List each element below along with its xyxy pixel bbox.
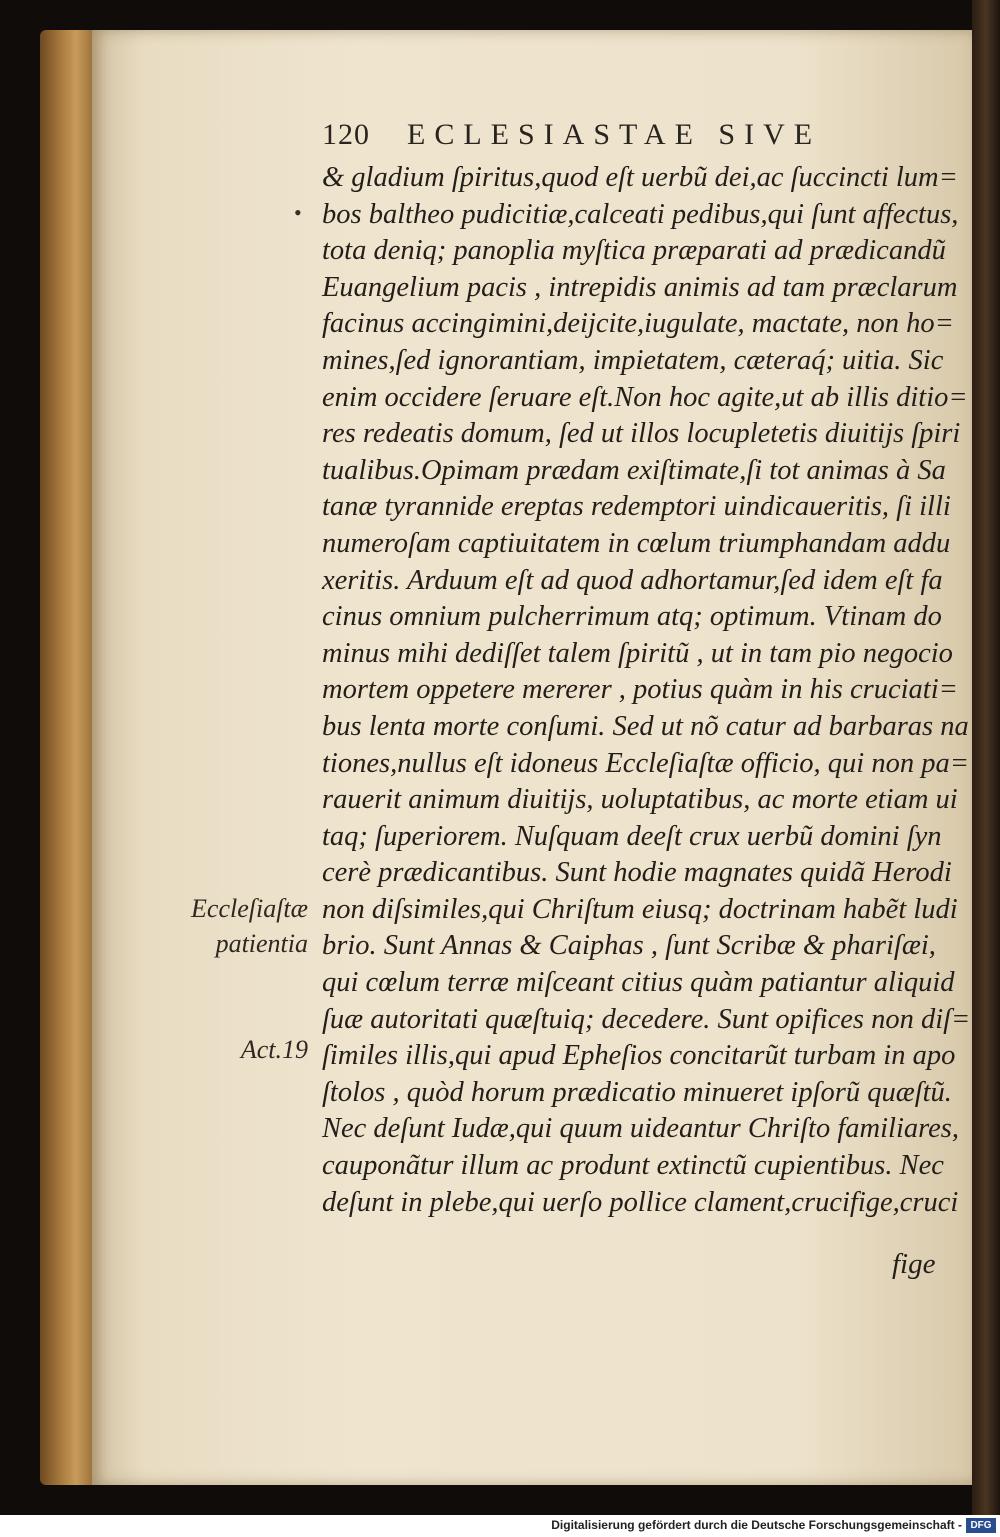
text-line: Nec deſunt Iudæ,qui quum uideantur Chriſto familiares, [322,1113,960,1145]
text-line: qui cœlum terræ miſceant citius quàm patiantur aliquid [322,967,955,999]
text-line: cauponãtur illum ac produnt extinctũ cupientibus. Nec [322,1150,944,1182]
book-binding [972,0,1000,1515]
text-line: & gladium ſpiritus,quod eſt uerbũ dei,ac ſuccincti lum= [322,162,958,193]
text-line: ſuæ autoritati quæſtuiq; decedere. Sunt opifices non diſ= [322,1003,971,1035]
page-edge [40,30,100,1485]
footer-credit: Digitalisierung gefördert durch die Deutsche Forschungsgemeinschaft - [551,1518,962,1532]
text-line: mortem oppetere mererer , potius quàm in his cruciati= [322,674,958,706]
text-line: cerè prædicantibus. Sunt hodie magnates quidã Herodi [322,857,952,889]
margin-mark: • [294,200,302,225]
text-line: bus lenta morte conſumi. Sed ut nõ catur ad barbaras na [322,710,969,742]
text-line: tota deniq; panoplia myſtica præparati ad prædicandũ [322,235,946,267]
text-line: facinus accingimini,deijcite,iugulate, mactate, non ho= [322,308,954,340]
text-line: brio. Sunt Annas & Caiphas , ſunt Scribæ & phariſæi, [322,930,936,962]
text-line: numeroſam captiuitatem in cœlum triumphandam addu [322,527,951,559]
text-line: xeritis. Arduum eſt ad quod adhortamur,ſed idem eſt fa [322,564,943,596]
text-line: minus mihi dediſſet talem ſpiritũ , ut in tam pio negocio [322,637,953,669]
marginal-note-ecclesiastae: Eccleſiaſtæ [191,894,308,923]
page-header [322,118,882,158]
text-line: Euangelium pacis , intrepidis animis ad tam præclarum [322,271,958,303]
text-line: ſimiles illis,qui apud Epheſios concitarũt turbam in apo [322,1040,956,1072]
footer-bar [0,1515,1000,1537]
page-number: 120 [322,118,370,151]
running-title: ECLESIASTAE SIVE [407,118,822,151]
text-line: enim occidere ſeruare eſt.Non hoc agite,ut ab illis ditio= [322,381,968,413]
text-line: res redeatis domum, ſed ut illos locupletetis diuitijs ſpiri [322,418,961,450]
dfg-logo: DFG [966,1518,996,1533]
text-line: tualibus.Opimam prædam exiſtimate,ſi tot animas à Sa [322,454,946,486]
marginal-note-acts: Act.19 [240,1035,308,1064]
body-text [322,160,971,1221]
text-line: non diſsimiles,qui Chriſtum eiusq; doctrinam habẽt ludi [322,893,958,925]
text-line: bos baltheo pudicitiæ,calceati pedibus,qui ſunt affectus, [322,198,959,230]
text-line: deſunt in plebe,qui uerſo pollice clament,crucifige,cruci [322,1186,959,1218]
text-line: rauerit animum diuitijs, uoluptatibus, ac morte etiam ui [322,784,958,816]
text-line: taq; ſuperiorem. Nuſquam deeſt crux uerbũ domini ſyn [322,820,942,852]
text-line: tanæ tyrannide ereptas redemptori uindicaueritis, ſi illi [322,491,951,523]
catchword: fige [892,1248,936,1280]
text-line: ſtolos , quòd horum prædicatio minueret ipſorũ quæſtũ. [322,1076,952,1108]
marginal-note-patientia: patientia [215,929,308,958]
text-line: mines,ſed ignorantiam, impietatem, cæteraq́; uitia. Sic [322,344,944,376]
text-line: tiones,nullus eſt idoneus Eccleſiaſtæ officio, qui non pa= [322,747,969,779]
text-line: cinus omnium pulcherrimum atq; optimum. Vtinam do [322,601,942,633]
